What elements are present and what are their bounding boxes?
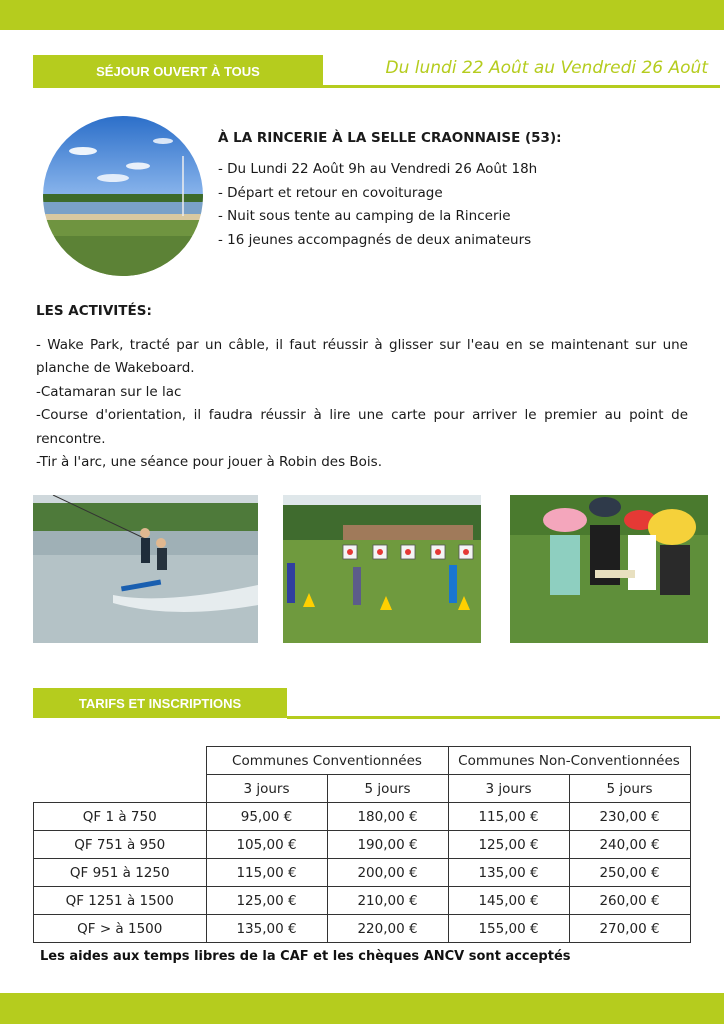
price-cell: 190,00 € bbox=[327, 831, 448, 859]
tarifs-tab-label: TARIFS ET INSCRIPTIONS bbox=[78, 695, 242, 711]
price-cell: 125,00 € bbox=[448, 831, 569, 859]
price-cell: 240,00 € bbox=[569, 831, 690, 859]
price-cell: 95,00 € bbox=[206, 803, 327, 831]
price-cell: 125,00 € bbox=[206, 887, 327, 915]
venue-item: - Du Lundi 22 Août 9h au Vendredi 26 Août 18h bbox=[218, 161, 538, 177]
bottom-accent-bar bbox=[0, 993, 724, 1024]
price-cell: 230,00 € bbox=[569, 803, 690, 831]
price-cell: 135,00 € bbox=[448, 859, 569, 887]
price-cell: 135,00 € bbox=[206, 915, 327, 943]
price-table bbox=[33, 746, 691, 943]
table-header-row bbox=[34, 747, 691, 775]
table-row bbox=[34, 803, 691, 831]
archery-photo bbox=[283, 495, 481, 643]
price-cell: 270,00 € bbox=[569, 915, 690, 943]
activity-line: - Wake Park, tracté par un câble, il faut réussir à glisser sur l'eau en se maintenant sur une planche de Wakeboard. bbox=[36, 337, 688, 377]
table-row bbox=[34, 831, 691, 859]
activity-line: -Tir à l'arc, une séance pour jouer à Robin des Bois. bbox=[36, 454, 383, 471]
price-cell: 105,00 € bbox=[206, 831, 327, 859]
activities-text bbox=[36, 334, 688, 474]
activity-line: -Catamaran sur le lac bbox=[36, 383, 182, 400]
orienteering-photo bbox=[510, 495, 708, 643]
sejour-tab bbox=[33, 55, 323, 88]
dates-heading: Du lundi 22 Août au Vendredi 26 Août bbox=[385, 58, 708, 78]
table-row bbox=[34, 887, 691, 915]
activity-line: -Course d'orientation, il faudra réussir à lire une carte pour arriver le premier au point de rencontre. bbox=[36, 407, 688, 447]
venue-list bbox=[218, 158, 537, 252]
price-cell: 180,00 € bbox=[327, 803, 448, 831]
price-cell: 220,00 € bbox=[327, 915, 448, 943]
table-row bbox=[34, 859, 691, 887]
row-label: QF 951 à 1250 bbox=[34, 859, 207, 887]
activities-title: LES ACTIVITÉS: bbox=[36, 303, 152, 319]
aides-note: Les aides aux temps libres de la CAF et les chèques ANCV sont acceptés bbox=[40, 949, 571, 964]
subheader-cell: 3 jours bbox=[448, 775, 569, 803]
price-cell: 145,00 € bbox=[448, 887, 569, 915]
lake-photo bbox=[43, 116, 203, 276]
table-subheader-row bbox=[34, 775, 691, 803]
row-label: QF 1 à 750 bbox=[34, 803, 207, 831]
row-label: QF 751 à 950 bbox=[34, 831, 207, 859]
header-rule bbox=[323, 85, 720, 88]
wakeboard-photo bbox=[33, 495, 258, 643]
top-accent-bar bbox=[0, 0, 724, 30]
price-cell: 115,00 € bbox=[448, 803, 569, 831]
tarifs-rule bbox=[287, 716, 720, 719]
group-header-conventionnees: Communes Conventionnées bbox=[206, 747, 448, 775]
venue-title: À LA RINCERIE À LA SELLE CRAONNAISE (53): bbox=[218, 130, 562, 146]
group-header-non-conventionnees: Communes Non-Conventionnées bbox=[448, 747, 690, 775]
price-cell: 250,00 € bbox=[569, 859, 690, 887]
subheader-cell: 5 jours bbox=[569, 775, 690, 803]
sejour-tab-label: SÉJOUR OUVERT À TOUS bbox=[96, 64, 260, 79]
subheader-cell: 3 jours bbox=[206, 775, 327, 803]
venue-item: - 16 jeunes accompagnés de deux animateurs bbox=[218, 231, 532, 248]
row-label: QF 1251 à 1500 bbox=[34, 887, 207, 915]
table-row bbox=[34, 915, 691, 943]
price-cell: 115,00 € bbox=[206, 859, 327, 887]
subheader-cell: 5 jours bbox=[327, 775, 448, 803]
venue-item: - Départ et retour en covoiturage bbox=[218, 184, 443, 201]
venue-item: - Nuit sous tente au camping de la Rincerie bbox=[218, 208, 511, 224]
price-cell: 155,00 € bbox=[448, 915, 569, 943]
row-label: QF > à 1500 bbox=[34, 915, 207, 943]
price-cell: 260,00 € bbox=[569, 887, 690, 915]
price-cell: 210,00 € bbox=[327, 887, 448, 915]
price-cell: 200,00 € bbox=[327, 859, 448, 887]
tarifs-tab bbox=[33, 688, 287, 718]
